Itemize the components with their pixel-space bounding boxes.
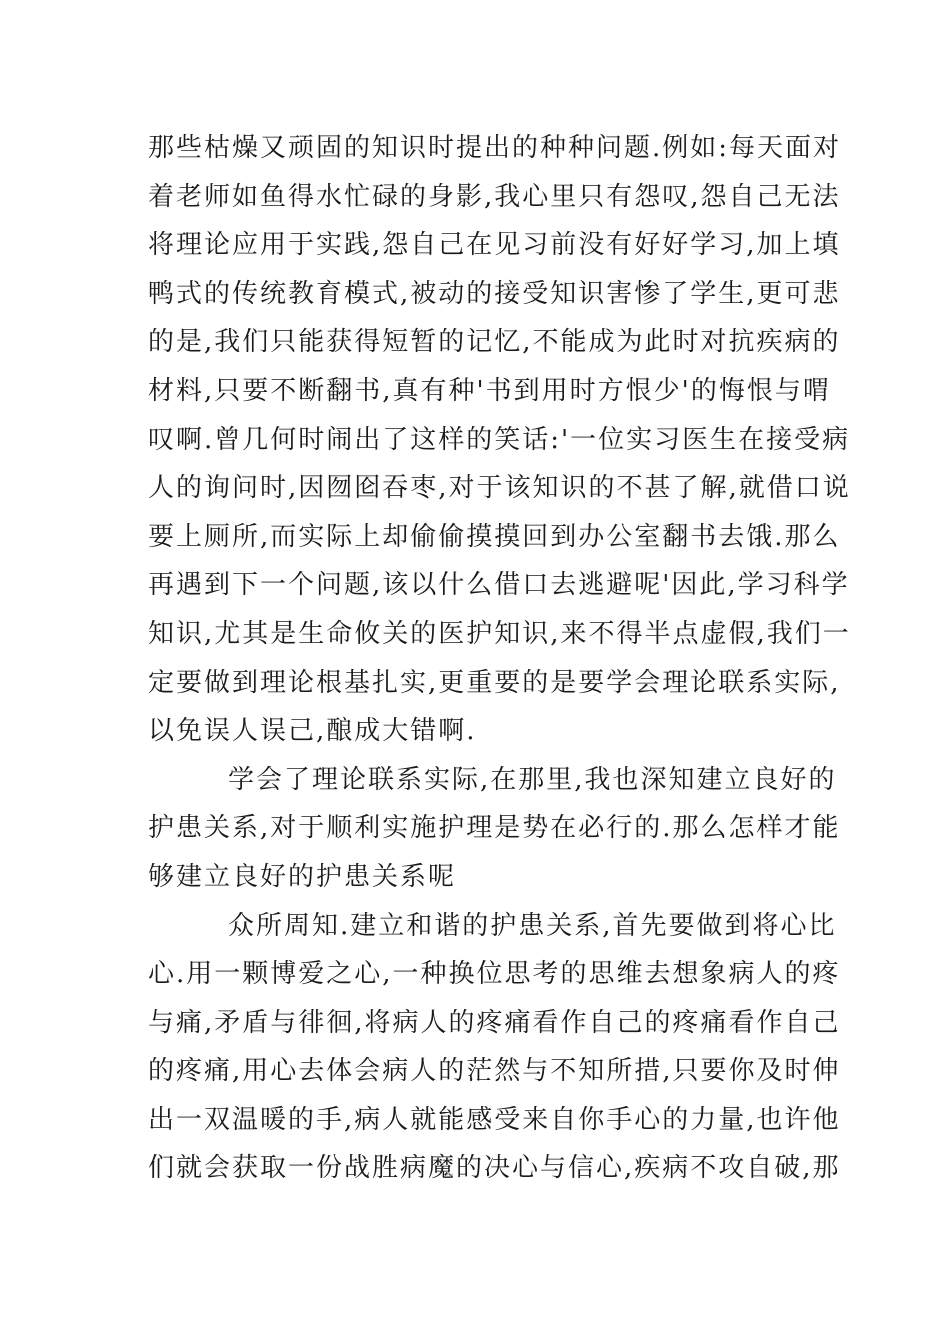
- paragraph-1-line-1: 那些枯燥又顽固的知识时提出的种种问题.例如:每天面对: [148, 133, 842, 163]
- paragraph-1-line-12: 定要做到理论根基扎实,更重要的是要学会理论联系实际,: [148, 667, 841, 698]
- paragraph-3-line-2: 心.用一颗博爱之心,一种换位思考的思维去想象病人的疼: [148, 959, 841, 990]
- paragraph-1-line-5: 的是,我们只能获得短暂的记忆,不能成为此时对抗疾病的: [148, 327, 841, 358]
- paragraph-1-line-3: 将理论应用于实践,怨自己在见习前没有好好学习,加上填: [148, 230, 841, 261]
- paragraph-3-line-6: 们就会获取一份战胜病魔的决心与信心,疾病不攻自破,那: [148, 1153, 841, 1184]
- paragraph-3-line-4: 的疼痛,用心去体会病人的茫然与不知所措,只要你及时伸: [148, 1056, 841, 1087]
- paragraph-3-line-1: 众所周知.建立和谐的护患关系,首先要做到将心比: [228, 910, 837, 941]
- paragraph-1-line-4: 鸭式的传统教育模式,被动的接受知识害惨了学生,更可悲: [148, 278, 841, 309]
- paragraph-3-line-3: 与痛,矛盾与徘徊,将病人的疼痛看作自己的疼痛看作自己: [148, 1007, 841, 1038]
- paragraph-3-line-5: 出一双温暖的手,病人就能感受来自你手心的力量,也许他: [148, 1104, 841, 1135]
- paragraph-1-line-8: 人的询问时,因囫囵吞枣,对于该知识的不甚了解,就借口说: [148, 473, 851, 504]
- paragraph-1-line-9: 要上厕所,而实际上却偷偷摸摸回到办公室翻书去饿.那么: [148, 521, 841, 552]
- paragraph-2-line-2: 护患关系,对于顺利实施护理是势在必行的.那么怎样才能: [148, 813, 841, 844]
- paragraph-2-line-3: 够建立良好的护患关系呢: [148, 861, 457, 892]
- body-text: [148, 124, 851, 1193]
- paragraph-1-line-7: 叹啊.曾几何时闹出了这样的笑话:'一位实习医生在接受病: [148, 424, 851, 455]
- paragraph-2-line-1: 学会了理论联系实际,在那里,我也深知建立良好的: [228, 764, 837, 795]
- paragraph-1-line-13: 以免误人误己,酿成大错啊.: [148, 716, 477, 747]
- paragraph-1-line-11: 知识,尤其是生命攸关的医护知识,来不得半点虚假,我们一: [148, 618, 851, 649]
- paragraph-1-line-10: 再遇到下一个问题,该以什么借口去逃避呢'因此,学习科学: [148, 570, 850, 601]
- paragraph-1-line-6: 材料,只要不断翻书,真有种'书到用时方恨少'的悔恨与喟: [148, 375, 831, 406]
- paragraph-1-line-2: 着老师如鱼得水忙碌的身影,我心里只有怨叹,怨自己无法: [148, 181, 841, 212]
